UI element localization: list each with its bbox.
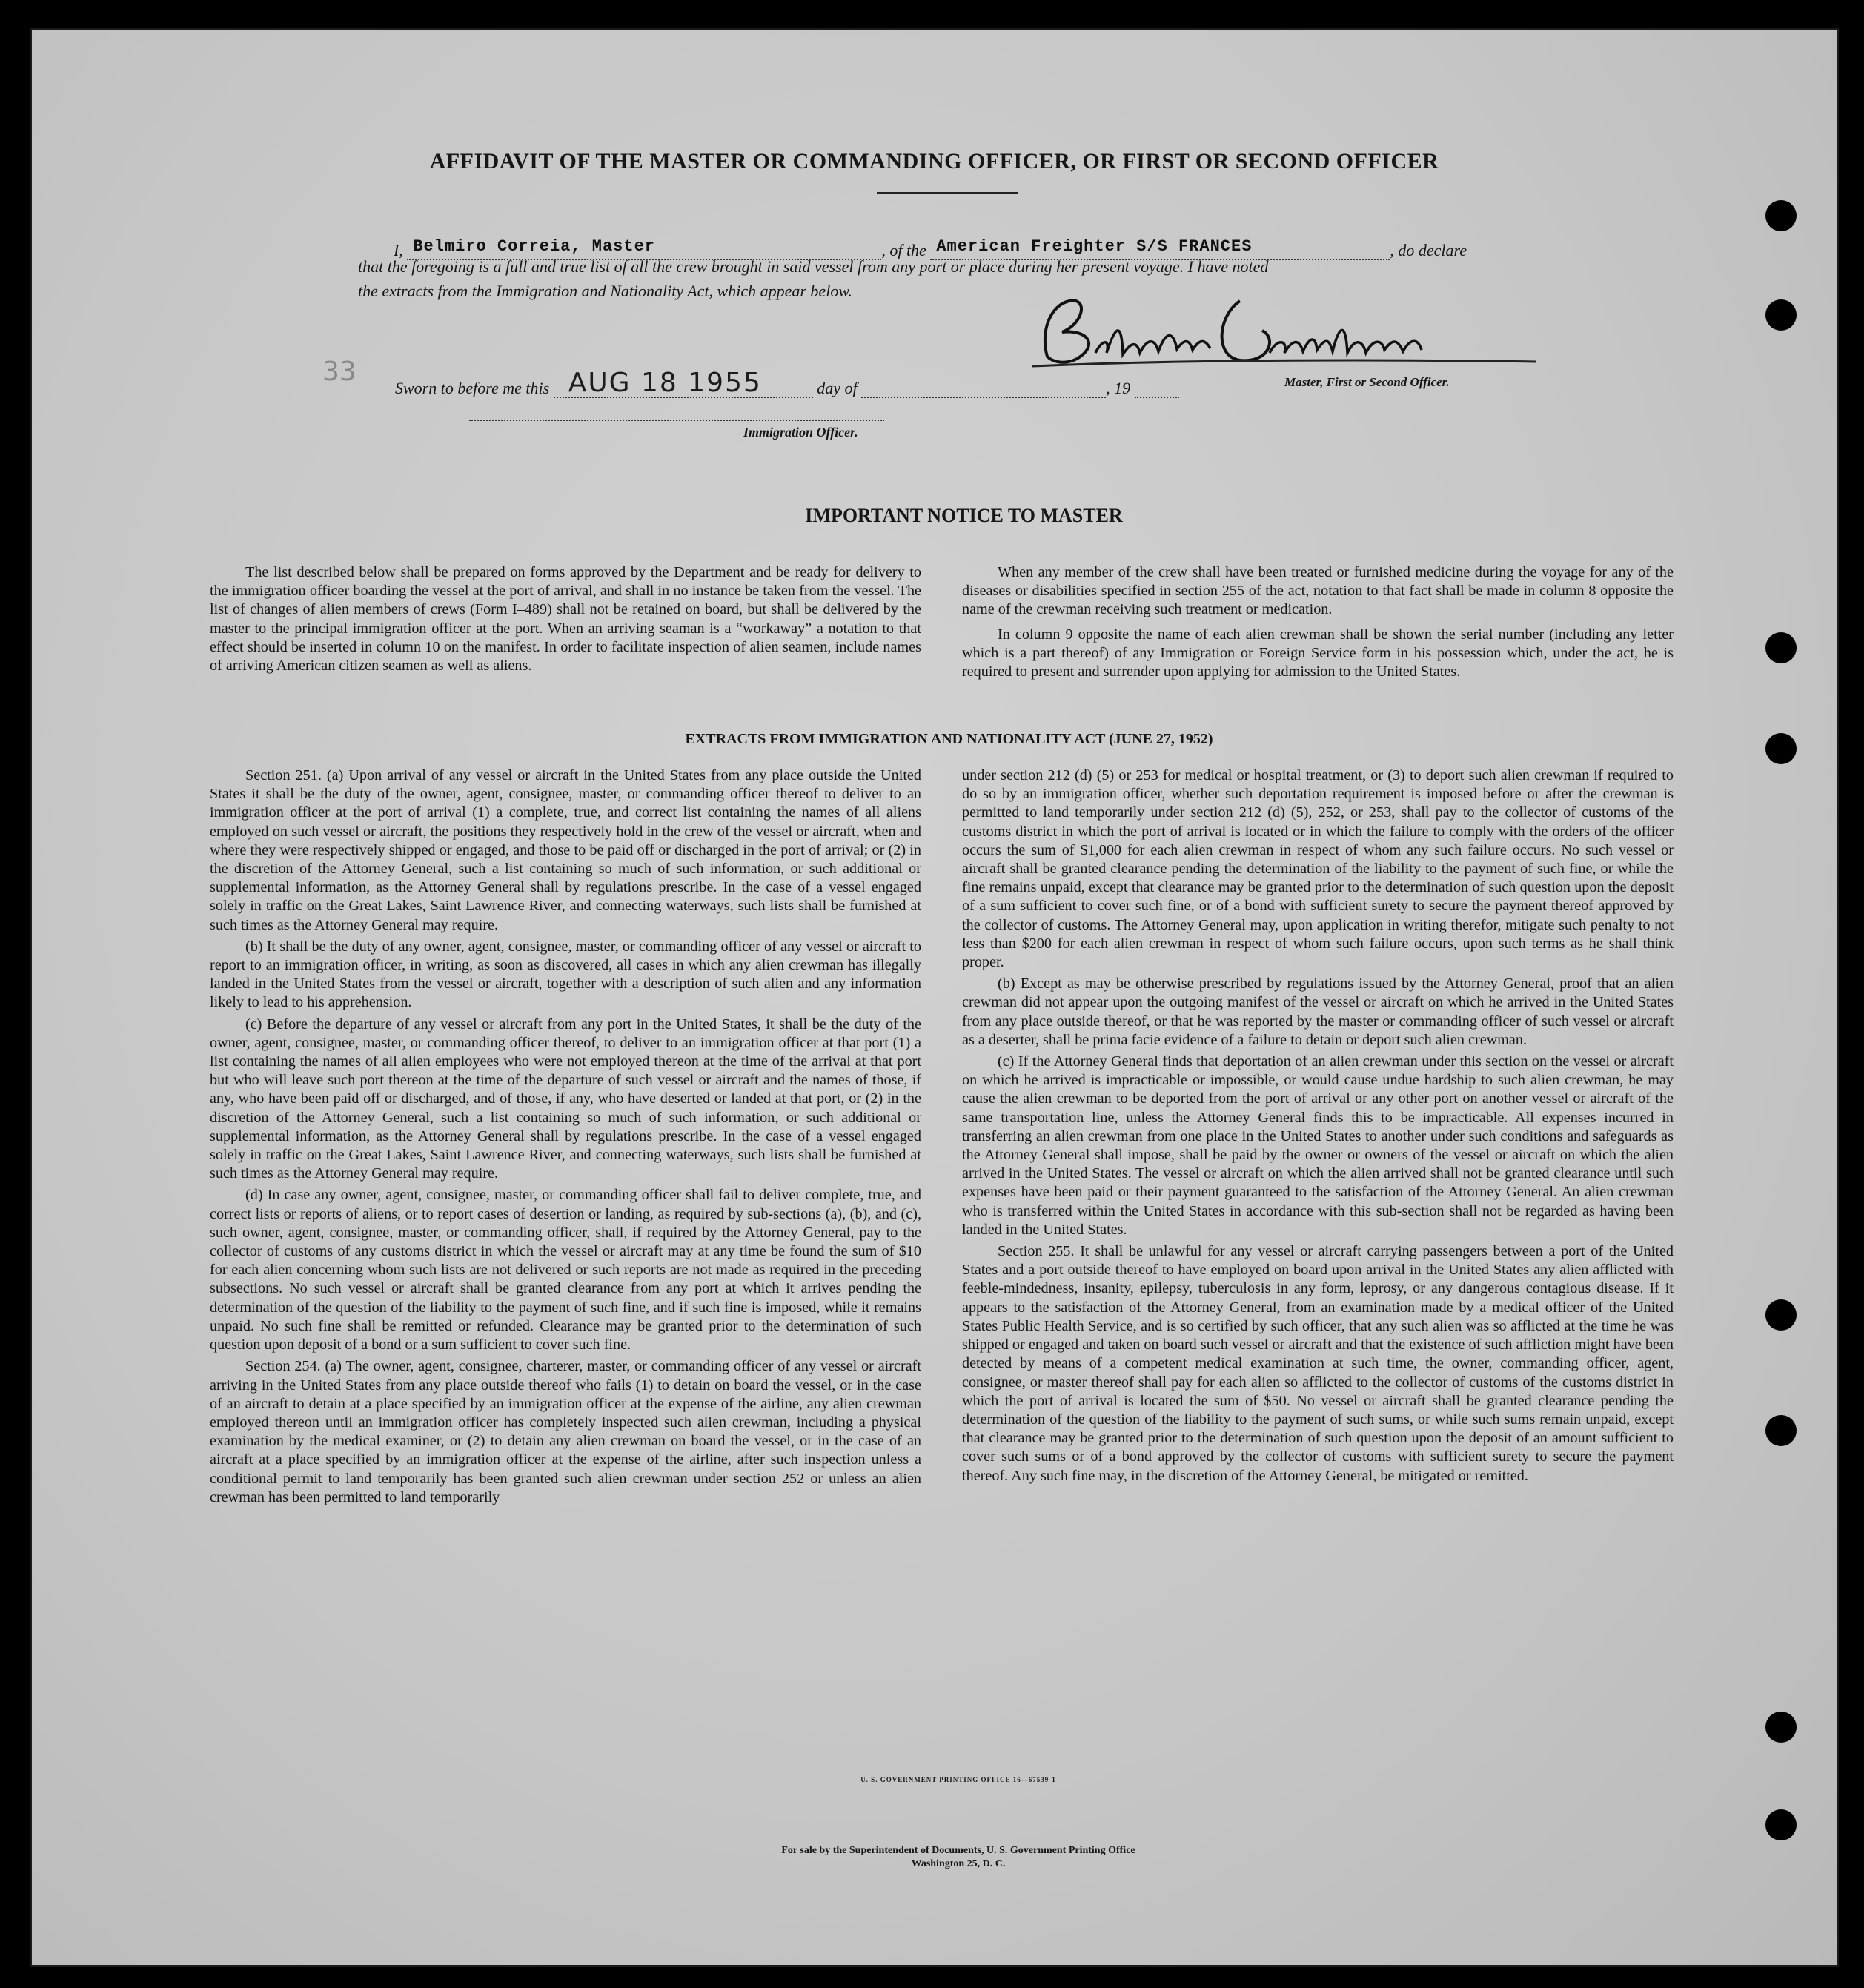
declaration-prefix: I, xyxy=(394,241,403,259)
binder-hole xyxy=(1765,733,1797,764)
sworn-line xyxy=(395,368,1179,398)
binder-hole xyxy=(1765,632,1797,663)
date-stamp: AUG 18 1955 xyxy=(568,368,762,398)
section-251-d: (d) In case any owner, agent, consignee, master, or commanding officer shall fail to deliver complete, true, and correct lists or reports of aliens, or to report cases of desertion or landing, as required by sub-sections (a), (b), and (c), such owner, agent, consignee, master, or commanding officer, shall, if required by the Attorney General, pay to the collector of customs of any customs district in which the vessel or aircraft may at any time be found the sum of $10 for each alien concerning whom such lists are not delivered or such reports are not made as required in the preceding subsections. No such vessel or aircraft shall be granted clearance from any port at which it arrives pending the determination of the question of the liability to the payment of such fine, and if such fine is imposed, while it remains unpaid. No such fine shall be remitted or refunded. Clearance may be granted prior to the determination of such question upon deposit of a bond or a sum sufficient to cover such fine. xyxy=(210,1187,921,1354)
master-name-value: Belmiro Correia, Master xyxy=(413,237,655,256)
sworn-date-field xyxy=(554,368,813,398)
title-rule xyxy=(877,192,1018,194)
month-field xyxy=(861,377,1106,398)
section-254-a-continued: under section 212 (d) (5) or 253 for medical or hospital treatment, or (3) to deport such alien crewman if required to do so by an immigration officer, whether such deportation requirement is imposed before or after the crewman is permitted to land temporarily under section 212 (d) (5), 252, or 253, shall pay to the collector of customs of the customs district in which the port of arrival is located or in which the failure to comply with the orders of the officer occurs the sum of $1,000 for each alien crewman in respect of whom any such failure occurs. No such vessel or aircraft shall be granted clearance pending the determination of the liability to the payment of such fine, or while the fine remains unpaid, except that clearance may be granted prior to the determination of such question upon the deposit of a sum sufficient to cover such fine, or of a bond with sufficient surety to secure the payment thereof approved by the collector of customs. The Attorney General may, upon application in writing therefor, mitigate such penalty to not less than $200 for each alien crewman in respect of whom such failure occurs, upon such terms as he shall think proper. xyxy=(962,767,1674,971)
signature-image xyxy=(1018,286,1551,382)
extracts-title: EXTRACTS FROM IMMIGRATION AND NATIONALITY ACT (JUNE 27, 1952) xyxy=(685,731,1213,747)
declaration-line-3: the extracts from the Immigration and Nationality Act, which appear below. xyxy=(358,282,852,300)
vessel-value: American Freighter S/S FRANCES xyxy=(936,237,1253,256)
extracts-left-column xyxy=(210,766,921,1510)
notice-left-column xyxy=(210,563,921,678)
section-251-a: Section 251. (a) Upon arrival of any vessel or aircraft in the United States from any place outside the United States it shall be the duty of the owner, agent, consignee, master, or commanding officer thereof to deliver to an immigration officer at the port of arrival (1) a complete, true, and correct list containing the names of all aliens employed on such vessel or aircraft, the positions they respectively hold in the crew of the vessel or aircraft, when and where they were respectively shipped or engaged, and those to be paid off or discharged in the port of arrival; or (2) in the discretion of the Attorney General, such a list containing so much of such information, or such additional or supplemental information, as the Attorney General shall by regulations prescribe. In the case of a vessel engaged solely in traffic on the Great Lakes, Saint Lawrence River, and connecting waterways, such lists shall be furnished at such times as the Attorney General may require. xyxy=(210,767,921,933)
printing-office-line: U. S. GOVERNMENT PRINTING OFFICE 16—67539-1 xyxy=(860,1776,1056,1783)
notice-right-paragraph-1: When any member of the crew shall have been treated or furnished medicine during the voyage for any of the diseases or disabilities specified in section 255 of the act, notation to that fact shall be made in column 8 opposite the name of the crewman receiving such treatment or medication. xyxy=(962,564,1674,618)
binder-hole xyxy=(1765,1415,1797,1446)
sale-line-2: Washington 25, D. C. xyxy=(911,1858,1006,1869)
year-field xyxy=(1135,377,1179,398)
signature-label: Master, First or Second Officer. xyxy=(1284,375,1450,389)
section-254-c: (c) If the Attorney General finds that deportation of an alien crewman under this section on the vessel or aircraft on which he arrived is impracticable or impossible, or would cause undue hardship to such alien crewman, he may cause the alien crewman to be deported from the port of arrival or any other port on another vessel or aircraft of the same transportation line, unless the Attorney General finds this to be impracticable. All expenses incurred in transferring an alien crewman from one place in the United States to another under such conditions and safeguards as the Attorney General shall impose, shall be paid by the owner or owners of the vessel or aircraft on which the alien arrived in the United States. The vessel or aircraft on which the alien arrived shall not be granted clearance until such expenses have been paid or their payment guaranteed to the satisfaction of the Attorney General. An alien crewman who is transferred within the United States in accordance with this sub-section shall not be regarded as having been landed in the United States. xyxy=(962,1053,1674,1238)
binder-hole xyxy=(1765,200,1797,231)
signature-block xyxy=(1018,286,1551,382)
notice-left-paragraph: The list described below shall be prepared on forms approved by the Department and be ready for delivery to the immigration officer boarding the vessel at the port of arrival, and shall in no instance be taken from the vessel. The list of changes of alien members of crews (Form I–489) shall not be retained on board, but shall be delivered by the master to the principal immigration officer at the port. When an arriving seaman is a “workaway” a notation to that effect should be inserted in column 10 on the manifest. In order to facilitate inspection of alien seamen, include names of arriving American citizen seamen as well as aliens. xyxy=(210,564,921,675)
notice-right-paragraph-2: In column 9 opposite the name of each alien crewman shall be shown the serial number (including any letter which is a part thereof) of any Immigration or Foreign Service form in his possession which, under the act, he is required to present and surrender upon applying for admission to the United States. xyxy=(962,626,1674,680)
sworn-prefix: Sworn to before me this xyxy=(395,379,550,397)
extracts-right-column xyxy=(962,766,1674,1488)
do-declare-label: , do declare xyxy=(1390,241,1467,259)
sale-line-1: For sale by the Superintendent of Documents, U. S. Government Printing Office xyxy=(781,1845,1135,1856)
year-prefix: , 19 xyxy=(1106,379,1131,397)
officer-signature-line xyxy=(469,420,884,421)
binder-hole xyxy=(1765,1299,1797,1331)
day-of-label: day of xyxy=(817,379,858,397)
section-254-b: (b) Except as may be otherwise prescribed by regulations issued by the Attorney General, proof that an alien crewman did not appear upon the outgoing manifest of the vessel or aircraft on which he arrived in the United States from any place outside thereof, or that he was reported by the master or commanding officer of such vessel or aircraft as a deserter, shall be prima facie evidence of a failure to detain or deport such alien crewman. xyxy=(962,975,1674,1048)
binder-hole xyxy=(1765,1809,1797,1840)
notice-right-column xyxy=(962,563,1674,684)
binder-hole xyxy=(1765,1712,1797,1743)
section-251-c: (c) Before the departure of any vessel or aircraft from any port in the United States, it shall be the duty of the owner, agent, consignee, master, or commanding officer thereof, to deliver to an immigration officer at that port (1) a list containing the names of all alien employees who were not employed thereon at the time of the arrival at that port but who will leave such port thereon at the time of the departure of such vessel or aircraft and the names of those, if any, who have been paid off or discharged, and of those, if any, who have deserted or landed at that port, or (2) in the discretion of the Attorney General, such a list containing so much of such information, or such additional or supplemental information, as the Attorney General shall by regulations prescribe. In the case of a vessel engaged solely in traffic on the Great Lakes, Saint Lawrence River, and connecting waterways, such lists shall be furnished at such times as the Attorney General may require. xyxy=(210,1015,921,1182)
document-page xyxy=(30,28,1839,1967)
affidavit-title: AFFIDAVIT OF THE MASTER OR COMMANDING OFFICER, OR FIRST OR SECOND OFFICER xyxy=(429,149,1439,173)
section-251-b: (b) It shall be the duty of any owner, agent, consignee, master, or commanding officer of any vessel or aircraft to report to an immigration officer, in writing, as soon as discovered, all cases in which any alien crewman has illegally landed in the United States from the vessel or aircraft, together with a description of such alien and any information likely to lead to his apprehension. xyxy=(210,938,921,1011)
notice-title: IMPORTANT NOTICE TO MASTER xyxy=(805,505,1123,526)
section-254-a: Section 254. (a) The owner, agent, consignee, charterer, master, or commanding officer of any vessel or aircraft arriving in the United States from any place outside thereof who fails (1) to detain on board the vessel, or in the case of an aircraft to detain at a place specified by an immigration officer at the expense of the airline, any alien crewman employed thereon until an immigration officer has completely inspected such alien crewman, including a physical examination by the medical examiner, or (2) to detain any alien crewman on board the vessel, or in the case of an aircraft at a place specified by an immigration officer at the expense of the airline, after such inspection unless a conditional permit to land temporarily has been granted such alien crewman under section 252 or unless an alien crewman has been permitted to land temporarily xyxy=(210,1358,921,1505)
binder-hole xyxy=(1765,299,1797,331)
declaration-line-2: that the foregoing is a full and true list of all the crew brought in said vessel from any port or place during her present voyage. I have noted xyxy=(358,257,1269,276)
margin-number: 33 xyxy=(322,357,356,387)
officer-label: Immigration Officer. xyxy=(743,425,858,440)
of-the-label: , of the xyxy=(881,241,926,259)
section-255: Section 255. It shall be unlawful for any vessel or aircraft carrying passengers between a port of the United States and a port outside thereof to have employed on board upon arrival in the United States any alien afflicted with feeble-mindedness, insanity, epilepsy, tuberculosis in any form, leprosy, or any dangerous contagious disease. If it appears to the satisfaction of the Attorney General, from an examination made by a medical officer of the United States Public Health Service, and is so certified by such officer, that any such alien was so afflicted at the time he was shipped or engaged and taken on board such vessel or aircraft and that the existence of such affliction might have been detected by means of a competent medical examination at such time, the owner, commanding officer, agent, consignee, or master thereof shall pay for each alien so afflicted to the collector of customs of the customs district in which the port of arrival is located the sum of $50. No vessel or aircraft shall be granted clearance pending the determination of the question of the liability to the payment of such sums, or while such sums remain unpaid, except that clearance may be granted prior to the determination of such question upon the deposit of an amount sufficient to cover such sums or of a bond approved by the collector of customs with sufficient surety to secure the payment thereof. Any such fine may, in the discretion of the Attorney General, be mitigated or remitted. xyxy=(962,1243,1674,1484)
